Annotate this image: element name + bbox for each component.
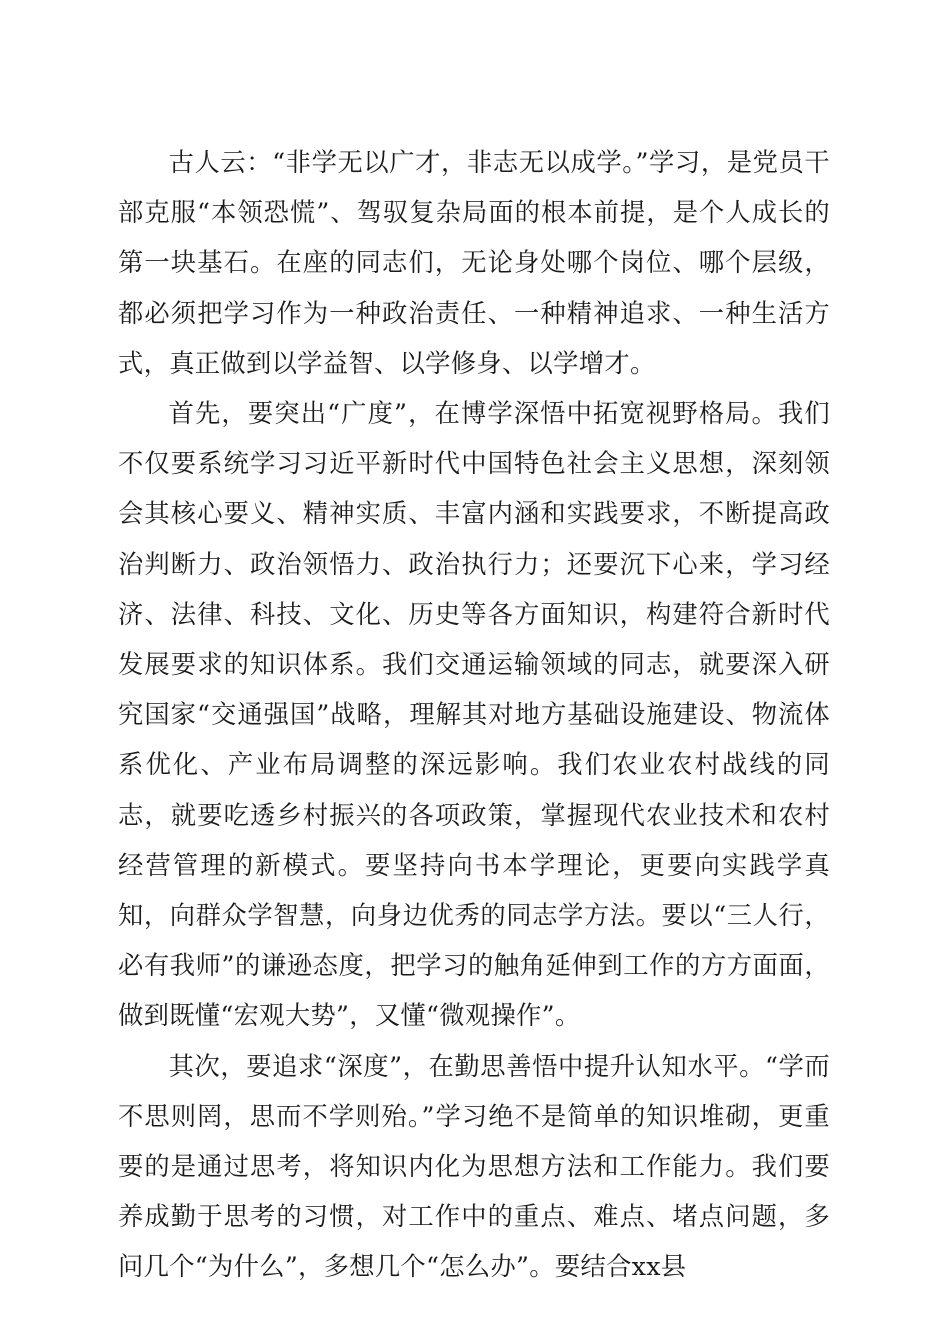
paragraph-intro: 古人云：“非学无以广才，非志无以成学。”学习，是党员干部克服“本领恐慌”、驾驭复杂局面的根本前提，是个人成长的第一块基石。在座的同志们，无论身处哪个岗位、哪个层级，都必须把学习作为一种政治责任、一种精神追求、一种生活方式，真正做到以学益智、以学修身、以学增才。: [118, 148, 830, 378]
paragraph-depth: 其次，要追求“深度”，在勤思善悟中提升认知水平。“学而不思则罔，思而不学则殆。”学习绝不是简单的知识堆砌，更重要的是通过思考，将知识内化为思想方法和工作能力。我们要养成勤于思考的习惯，对工作中的重点、难点、堵点问题，多问几个“为什么”，多想几个“怎么办”。要结合xx县: [118, 1051, 830, 1282]
paragraph-breadth: 首先，要突出“广度”，在博学深悟中拓宽视野格局。我们不仅要系统学习习近平新时代中国特色社会主义思想，深刻领会其核心要义、精神实质、丰富内涵和实践要求，不断提高政治判断力、政治领悟力、政治执行力；还要沉下心来，学习经济、法律、科技、文化、历史等各方面知识，构建符合新时代发展要求的知识体系。我们交通运输领域的同志，就要深入研究国家“交通强国”战略，理解其对地方基础设施建设、物流体系优化、产业布局调整的深远影响。我们农业农村战线的同志，就要吃透乡村振兴的各项政策，掌握现代农业技术和农村经营管理的新模式。要坚持向书本学理论，更要向实践学真知，向群众学智慧，向身边优秀的同志学方法。要以“三人行，必有我师”的谦逊态度，把学习的触角延伸到工作的方方面面，做到既懂“宏观大势”，又懂“微观操作”。: [118, 399, 830, 1031]
document-body: [118, 138, 830, 1293]
